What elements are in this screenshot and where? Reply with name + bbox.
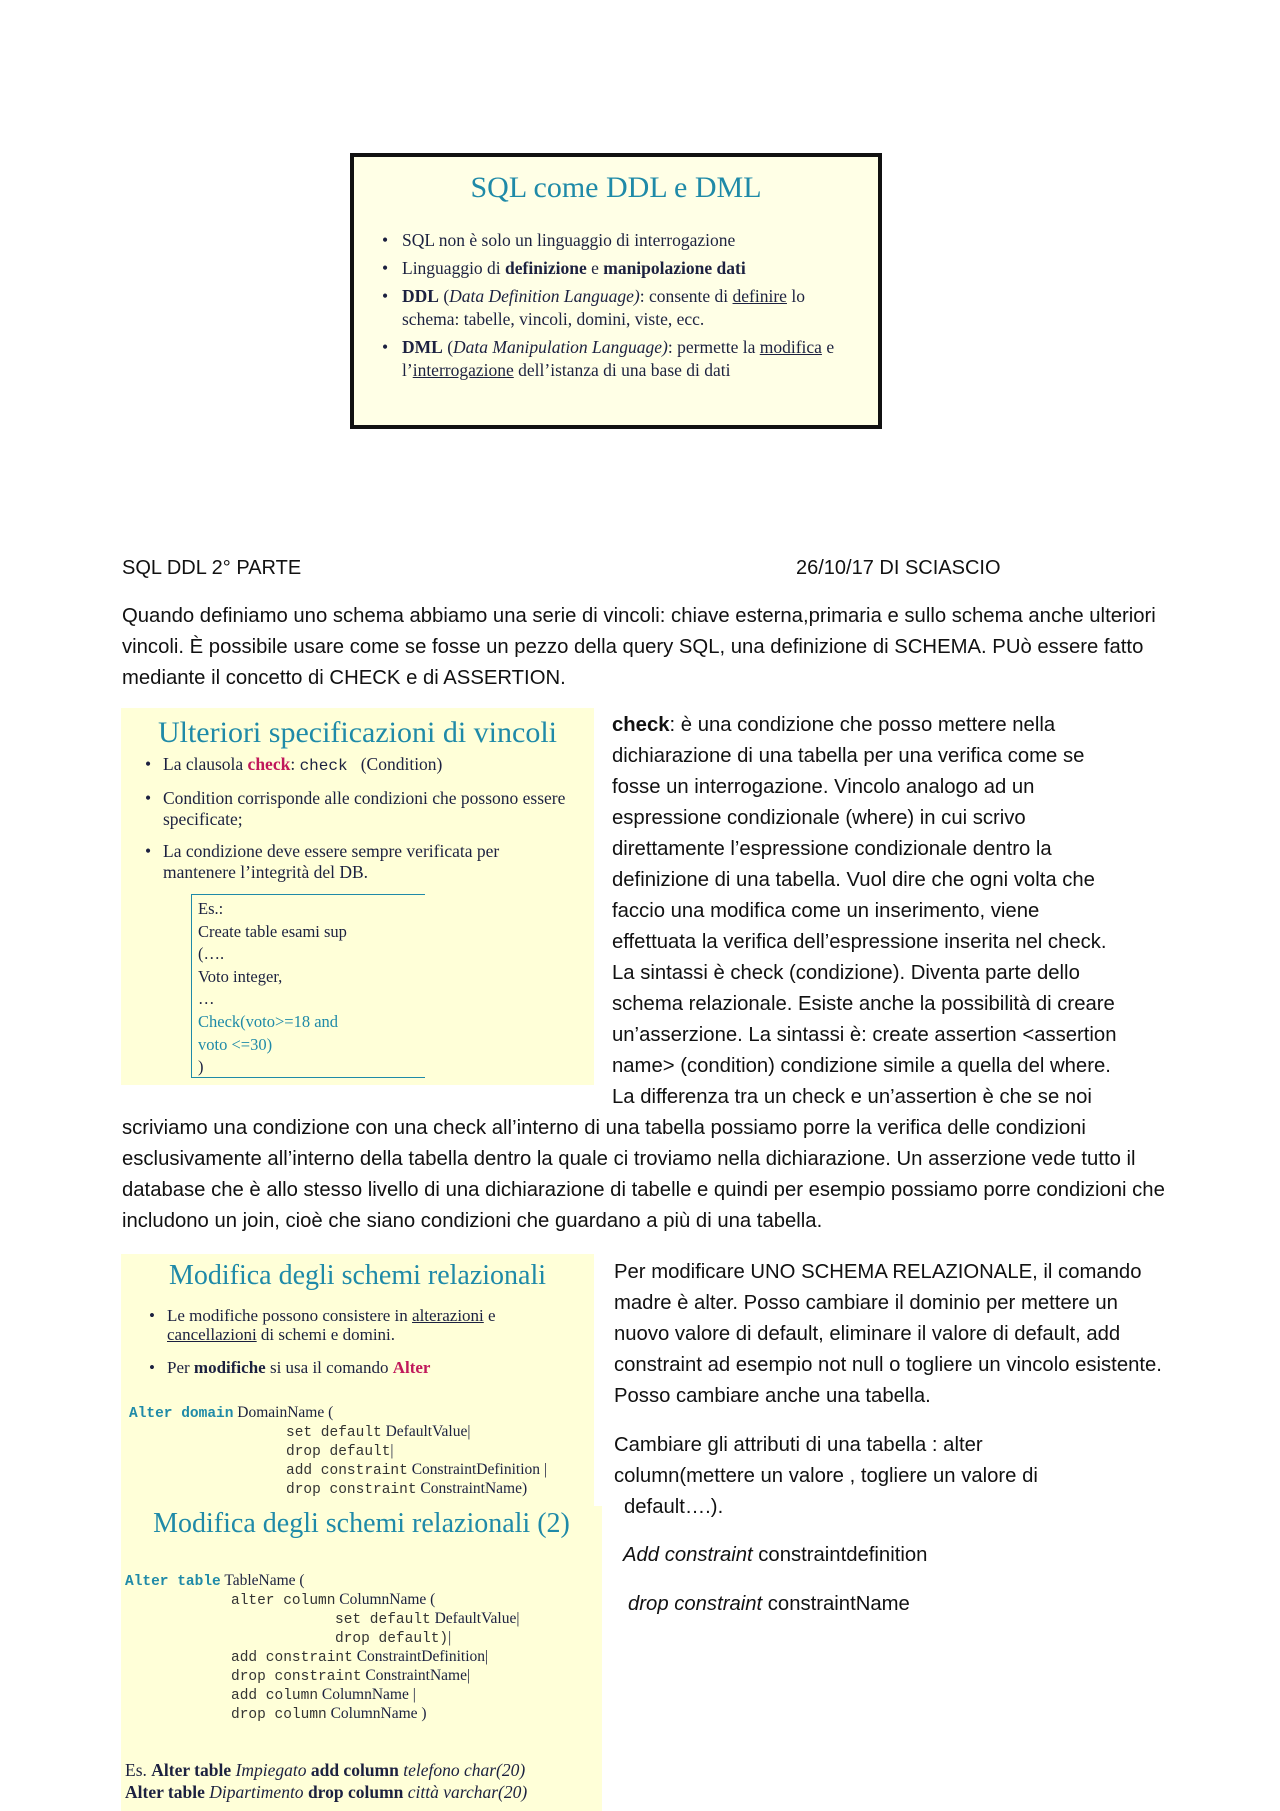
doc-header-title: SQL DDL 2° PARTE [122, 557, 302, 579]
slide-alter-table [121, 1506, 602, 1811]
code-example-box [191, 894, 425, 1078]
drop-constraint-line: drop constraint constraintName [628, 1593, 910, 1615]
slide-bullets [145, 754, 575, 894]
bullet: • Le modifiche possono consistere in alterazioni e cancellazioni di schemi e domini. [149, 1306, 579, 1344]
bullet: • DDL (Data Definition Language): consente di definire lo schema: tabelle, vincoli, domini, viste, ecc. [380, 285, 850, 331]
slide-bullets [380, 229, 850, 387]
paragraph-check [612, 710, 1182, 1113]
paragraph-intro: Quando definiamo uno schema abbiamo una serie di vincoli: chiave esterna,primaria e sullo schema anche ulteriori vincoli. È possibile usare come se fosse un pezzo della query SQL, una definizione di SCHEMA. PUò essere fatto mediante il concetto di CHECK e di ASSERTION. [122, 605, 1156, 689]
slide-title: Modifica degli schemi relazionali (2) [153, 1508, 570, 1539]
syntax-line: drop default| [286, 1442, 394, 1460]
syntax-line: alter column ColumnName ( [231, 1591, 436, 1609]
slide-check-constraints [121, 708, 594, 1085]
text-line: fosse un interrogazione. Vincolo analogo ad un [612, 776, 1035, 798]
text-line: dichiarazione di una tabella per una verifica come se [612, 745, 1085, 767]
text-line: name> (condition) condizione simile a quella del where. [612, 1055, 1111, 1077]
code-line: … [198, 989, 215, 1009]
text-line: La sintassi è check (condizione). Diventa parte dello [612, 962, 1080, 984]
paragraph-alter-column: Cambiare gli attributi di una tabella : alter column(mettere un valore , togliere un valore di [614, 1434, 1038, 1487]
text-line: check: è una condizione che posso mettere nella [612, 714, 1056, 736]
text-line: schema relazionale. Esiste anche la possibilità di creare [612, 993, 1115, 1015]
slide-title: SQL come DDL e DML [470, 171, 762, 204]
text-line: espressione condizionale (where) in cui scrivo [612, 807, 1026, 829]
bullet: • Per modifiche si usa il comando Alter [149, 1358, 579, 1377]
slide-title: Ulteriori specificazioni di vincoli [157, 716, 558, 749]
code-line: ) [198, 1057, 204, 1077]
text-line: un’asserzione. La sintassi è: create assertion <assertion [612, 1024, 1117, 1046]
code-line: Voto integer, [198, 966, 283, 986]
bullet: • Condition corrisponde alle condizioni che possono essere specificate; [145, 788, 575, 830]
bullet: • La condizione deve essere sempre verificata per mantenere l’integrità del DB. [145, 841, 575, 883]
bullet: • SQL non è solo un linguaggio di interrogazione [380, 229, 850, 252]
text-line: faccio una modifica come un inserimento, viene [612, 900, 1040, 922]
slide-alter-domain [121, 1254, 594, 1506]
syntax-line: add constraint ConstraintDefinition | [286, 1461, 547, 1479]
syntax-line: add column ColumnName | [231, 1686, 416, 1704]
syntax-line: drop constraint ConstraintName| [231, 1667, 471, 1685]
bullet: • DML (Data Manipulation Language): permette la modifica e l’interrogazione dell’istanza di una base di dati [380, 336, 850, 382]
syntax-line: drop default)| [335, 1629, 452, 1647]
example-line: Es. Alter table Impiegato add column telefono char(20) [125, 1760, 526, 1780]
slide-sql-ddl-dml [350, 153, 882, 429]
code-line: (…. [198, 944, 225, 964]
syntax-line: drop constraint ConstraintName) [286, 1480, 528, 1498]
code-line: Create table esami sup [198, 921, 347, 941]
alter-domain-syntax: Alter domain DomainName ( [129, 1404, 334, 1422]
bullet: • Linguaggio di definizione e manipolazione dati [380, 257, 850, 280]
slide-title: Modifica degli schemi relazionali [168, 1260, 547, 1291]
syntax-line: drop column ColumnName ) [231, 1705, 427, 1723]
paragraph-assertion: scriviamo una condizione con una check all’interno di una tabella possiamo porre la verifica delle condizioni esclusivamente all’interno della tabella dentro la quale ci troviamo nella dichiarazione. Un asserzione vede tutto il database che è allo stesso livello di una dichiarazione di tabelle e quindi per esempio possiamo porre condizioni che includono un join, cioè che siano condizioni che guardano a più di una tabella. [122, 1117, 1165, 1232]
syntax-line: set default DefaultValue| [286, 1423, 471, 1441]
paragraph-alter-column-end: default….). [624, 1496, 724, 1518]
slide-bullets [149, 1306, 579, 1391]
syntax-line: add constraint ConstraintDefinition| [231, 1648, 489, 1666]
code-line: Check(voto>=18 and [198, 1011, 339, 1031]
code-line: Es.: [198, 899, 224, 918]
code-line: voto <=30) [198, 1034, 273, 1054]
syntax-line: set default DefaultValue| [335, 1610, 520, 1628]
text-line: La differenza tra un check e un’assertion è che se noi [612, 1086, 1092, 1108]
example-line: Alter table Dipartimento drop column città varchar(20) [125, 1782, 528, 1802]
alter-table-syntax: Alter table TableName ( [125, 1572, 305, 1590]
text-line: definizione di una tabella. Vuol dire che ogni volta che [612, 869, 1095, 891]
add-constraint-line: Add constraint constraintdefinition [623, 1544, 928, 1566]
text-line: direttamente l’espressione condizionale dentro la [612, 838, 1052, 860]
paragraph-alter: Per modificare UNO SCHEMA RELAZIONALE, il comando madre è alter. Posso cambiare il dominio per mettere un nuovo valore di default, eliminare il valore di default, add constraint ad esempio not null o togliere un vincolo esistente. Posso cambiare anche una tabella. [614, 1261, 1162, 1407]
bullet: • La clausola check: check (Condition) [145, 754, 575, 777]
doc-header-date-author: 26/10/17 DI SCIASCIO [796, 557, 1001, 579]
text-line: effettuata la verifica dell’espressione inserita nel check. [612, 931, 1107, 953]
